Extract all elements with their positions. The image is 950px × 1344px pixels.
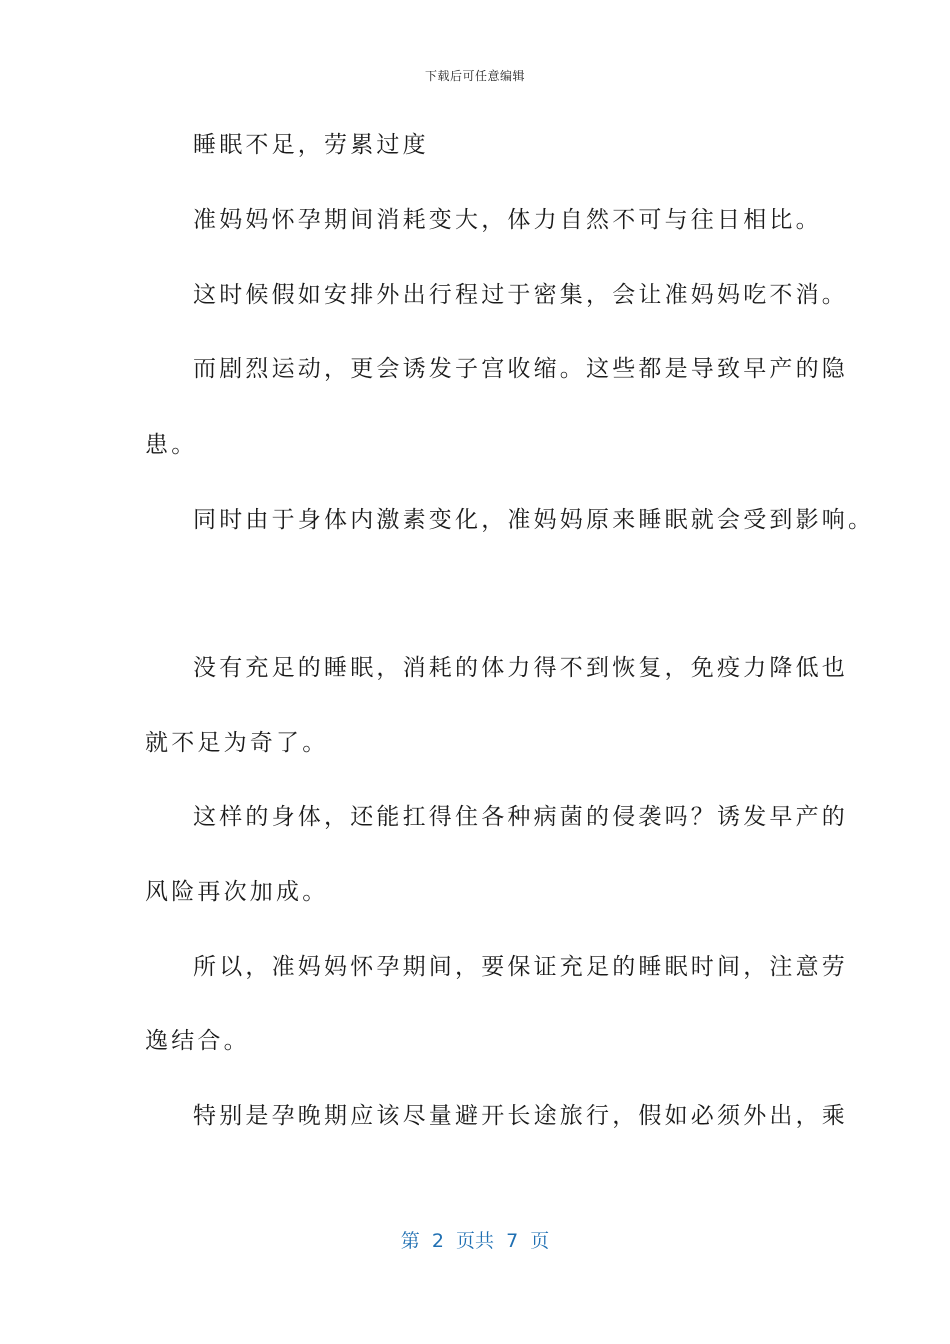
body-line: 特别是孕晚期应该尽量避开长途旅行，假如必须外出，乘 [193,1103,848,1129]
page-header: 下载后可任意编辑 [424,69,525,83]
body-line: 而剧烈运动，更会诱发子宫收缩。这些都是导致早产的隐 [193,356,848,382]
body-line: 逸结合。 [145,1028,250,1054]
body-line: 风险再次加成。 [145,879,329,905]
body-line: 患。 [145,432,198,458]
body-line: 这样的身体，还能扛得住各种病菌的侵袭吗？诱发早产的 [193,804,848,830]
body-line: 没有充足的睡眠，消耗的体力得不到恢复，免疫力降低也 [193,655,848,681]
body-line: 同时由于身体内激素变化，准妈妈原来睡眠就会受到影响。 [193,507,875,533]
body-line: 准妈妈怀孕期间消耗变大，体力自然不可与往日相比。 [193,207,822,233]
body-line: 所以，准妈妈怀孕期间，要保证充足的睡眠时间，注意劳 [193,954,848,980]
body-line: 这时候假如安排外出行程过于密集，会让准妈妈吃不消。 [193,282,848,308]
body-line: 就不足为奇了。 [145,730,329,756]
page-number-footer: 第 2 页共 7 页 [400,1230,550,1252]
body-line: 睡眠不足，劳累过度 [193,132,429,158]
